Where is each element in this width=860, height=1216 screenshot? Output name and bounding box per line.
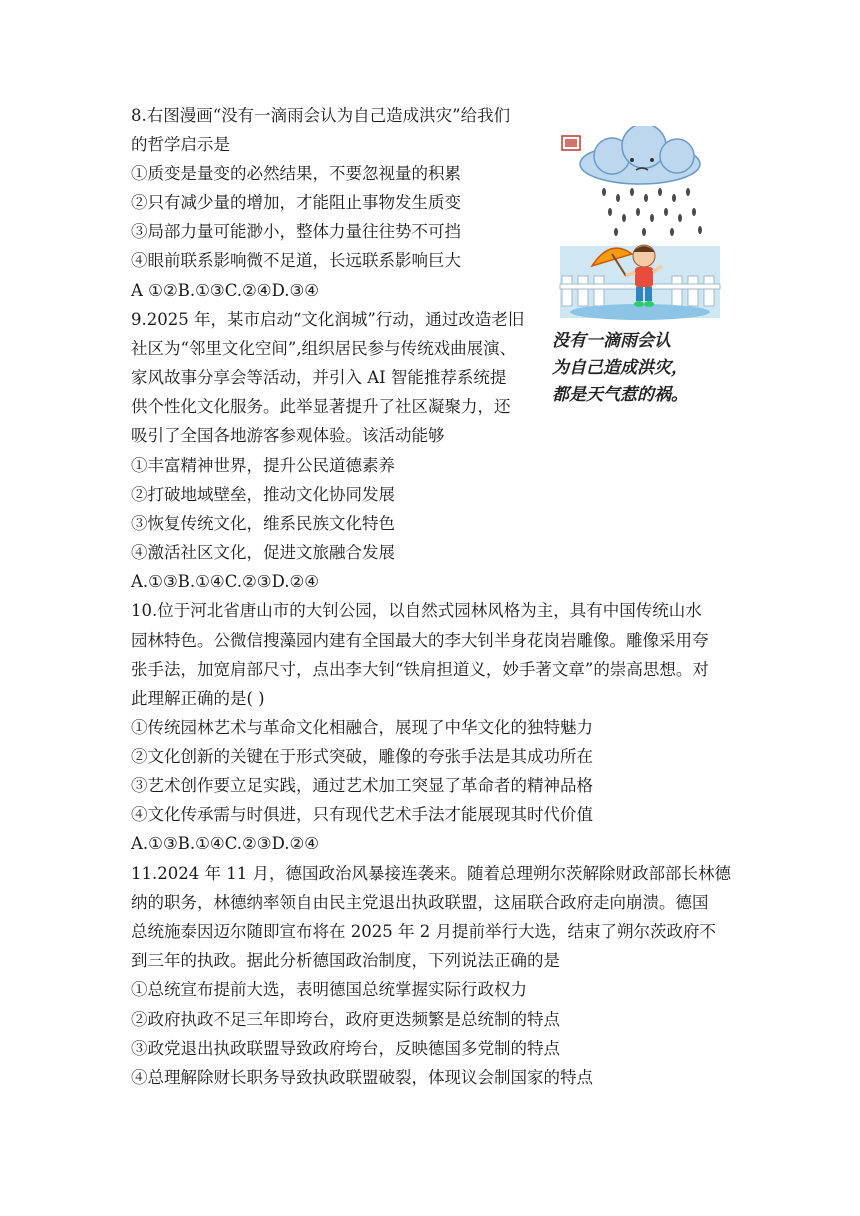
q11-option-3: ③政党退出执政联盟导致政府垮台，反映德国多党制的特点 <box>131 1039 560 1058</box>
q9-stem-line-2: 社区为“邻里文化空间”,组织居民参与传统戏曲展演、 <box>131 339 517 358</box>
q8-option-4: ④眼前联系影响微不足道，长远联系影响巨大 <box>131 251 461 270</box>
q10-answer-choices: A.①③B.①④C.②③D.②④ <box>131 834 320 853</box>
cartoon-caption <box>552 328 736 409</box>
q11-stem-line-2: 纳的职务，林德纳率领自由民主党退出执政联盟，这届联合政府走向崩溃。德国 <box>131 893 709 912</box>
q11-stem-line-4: 到三年的执政。据此分析德国政治制度，下列说法正确的是 <box>131 951 560 970</box>
q9-option-2: ②打破地域壁垒，推动文化协同发展 <box>131 485 395 504</box>
q11-stem-line-1: 11.2024 年 11 月，德国政治风暴接连袭来。随着总理朔尔茨解除财政部部长林德 <box>131 864 731 883</box>
q10-option-1: ①传统园林艺术与革命文化相融合，展现了中华文化的独特魅力 <box>131 718 593 737</box>
q10-option-4: ④文化传承需与时俱进，只有现代艺术手法才能展现其时代价值 <box>131 805 593 824</box>
q10-option-2: ②文化创新的关键在于形式突破，雕像的夸张手法是其成功所在 <box>131 747 593 766</box>
q9-stem-line-4: 供个性化文化服务。此举显著提升了社区凝聚力，还 <box>131 397 511 416</box>
q10-stem-line-4: 此理解正确的是( ) <box>131 689 265 708</box>
caption-line-1: 没有一滴雨会认 <box>552 331 671 351</box>
q11-option-4: ④总理解除财长职务导致执政联盟破裂，体现议会制国家的特点 <box>131 1068 593 1087</box>
q9-stem-line-1: 9.2025 年，某市启动“文化润城”行动，通过改造老旧 <box>131 310 525 329</box>
q10-stem-line-1: 10.位于河北省唐山市的大钊公园，以自然式园林风格为主，具有中国传统山水 <box>131 601 702 620</box>
q9-answer-choices: A.①③B.①④C.②③D.②④ <box>131 572 320 591</box>
q8-answer-choices: A ①②B.①③C.②④D.③④ <box>131 281 320 300</box>
caption-line-2: 为自己造成洪灾， <box>552 358 688 378</box>
q8-stem-line-2: 的哲学启示是 <box>131 135 230 154</box>
q9-stem-line-5: 吸引了全国各地游客参观体验。该活动能够 <box>131 426 445 445</box>
caption-line-3: 都是天气惹的祸。 <box>552 385 688 405</box>
q8-option-3: ③局部力量可能渺小，整体力量往往势不可挡 <box>131 222 461 241</box>
rain-cloud-boy-drawing <box>552 126 728 326</box>
q11-option-1: ①总统宣布提前大选，表明德国总统掌握实际行政权力 <box>131 980 527 999</box>
q10-stem-line-2: 园林特色。公微信搜藻园内建有全国最大的李大钊半身花岗岩雕像。雕像采用夸 <box>131 631 709 650</box>
q8-option-1: ①质变是量变的必然结果，不要忽视量的积累 <box>131 164 461 183</box>
q11-option-2: ②政府执政不足三年即垮台，政府更迭频繁是总统制的特点 <box>131 1010 560 1029</box>
q10-stem-line-3: 张手法，加宽肩部尺寸，点出李大钊“铁肩担道义，妙手著文章”的崇高思想。对 <box>131 660 709 679</box>
q8-option-2: ②只有减少量的增加，才能阻止事物发生质变 <box>131 193 461 212</box>
q10-option-3: ③艺术创作要立足实践，通过艺术加工突显了革命者的精神品格 <box>131 776 593 795</box>
q8-stem-line-1: 8.右图漫画“没有一滴雨会认为自己造成洪灾”给我们 <box>131 106 511 125</box>
q9-option-1: ①丰富精神世界，提升公民道德素养 <box>131 456 395 475</box>
q9-stem-line-3: 家风故事分享会等活动，并引入 AI 智能推荐系统提 <box>131 368 507 387</box>
q9-option-4: ④激活社区文化，促进文旅融合发展 <box>131 543 395 562</box>
q9-option-3: ③恢复传统文化，维系民族文化特色 <box>131 514 395 533</box>
q11-stem-line-3: 总统施泰因迈尔随即宣布将在 2025 年 2 月提前举行大选，结束了朔尔茨政府不 <box>131 922 716 941</box>
